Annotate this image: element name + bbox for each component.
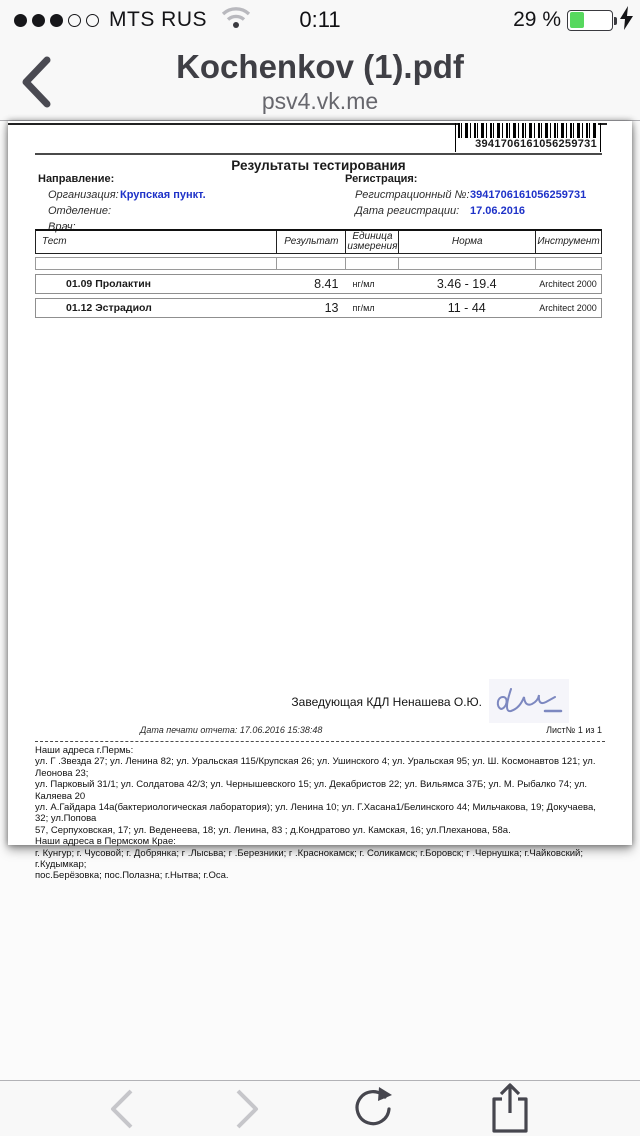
- organization-value: Крупская пункт.: [120, 189, 206, 201]
- table-empty-row: [35, 257, 602, 270]
- battery-icon: [567, 10, 613, 31]
- sheet-number: Лист№ 1 из 1: [546, 725, 602, 735]
- col-test: Тест: [42, 235, 67, 247]
- browser-toolbar: [0, 1080, 640, 1136]
- document-title: Kochenkov (1).pdf: [176, 48, 464, 85]
- address-line: Наши адреса в Пермском Крае:: [35, 836, 176, 848]
- test-result: 8.41: [314, 277, 339, 291]
- doctor-label: Врач:: [48, 221, 76, 233]
- table-header-row: [35, 229, 602, 254]
- reg-date-label: Дата регистрации:: [355, 205, 460, 217]
- organization-label: Организация:: [48, 189, 119, 201]
- reload-button[interactable]: [343, 1084, 403, 1134]
- pdf-page: [8, 121, 632, 882]
- test-unit: пг/мл: [352, 303, 375, 313]
- addresses-block: [35, 745, 607, 882]
- address-line: пос.Берёзовка; пос.Полазна; г.Нытва; г.Оса.: [35, 870, 229, 882]
- direction-label: Направление:: [38, 173, 115, 185]
- department-label: Отделение:: [48, 205, 112, 217]
- clock: 0:11: [299, 7, 341, 32]
- status-bar: [0, 0, 640, 40]
- back-button[interactable]: [14, 54, 58, 110]
- print-date: Дата печати отчета: 17.06.2016 15:38:48: [140, 725, 323, 735]
- table-row: [35, 298, 602, 318]
- address-line: 57, Серпуховская, 17; ул. Веденеева, 18; ул. Ленина, 83 ; д.Кондратово ул. Камская, 16; ул.Плеханова, 58а.: [35, 824, 511, 836]
- carrier-label: MTS RUS: [109, 8, 207, 31]
- test-name: 01.12 Эстрадиол: [66, 302, 152, 314]
- report-title: Результаты тестирования: [231, 158, 406, 173]
- test-instrument: Architect 2000: [539, 303, 597, 313]
- col-unit: Единица измерения: [347, 230, 398, 252]
- test-unit: нг/мл: [352, 279, 375, 289]
- test-norm: 11 - 44: [447, 301, 486, 315]
- charging-bolt-icon: [619, 6, 634, 35]
- results-table: [35, 229, 602, 318]
- barcode: [455, 123, 601, 152]
- nav-bar: [0, 40, 640, 121]
- col-result: Результат: [276, 231, 346, 253]
- test-norm: 3.46 - 19.4: [436, 277, 497, 291]
- test-name: 01.09 Пролактин: [66, 278, 152, 290]
- header-rule: [35, 153, 602, 155]
- signature-caption: Заведующая КДЛ Ненашева О.Ю.: [291, 695, 482, 709]
- address-line: Наши адреса г.Пермь:: [35, 745, 134, 756]
- document-source: psv4.vk.me: [261, 88, 379, 114]
- reg-no-value: 3941706161056259731: [470, 189, 587, 201]
- col-instrument: Инструмент: [535, 231, 601, 253]
- reg-date-value: 17.06.2016: [470, 205, 526, 217]
- addresses-divider: [35, 741, 605, 742]
- table-row: [35, 274, 602, 294]
- barcode-number: 3941706161056259731: [475, 138, 597, 150]
- address-line: ул. Парковый 31/1; ул. Солдатова 42/3; ул. Чернышевского 15; ул. Декабристов 22; ул. Вильямса 37Б; ул. М. Рыбалко 74; ул. Каляева 20: [35, 779, 588, 802]
- history-forward-button[interactable]: [217, 1084, 277, 1134]
- test-result: 13: [324, 301, 339, 315]
- pdf-viewer[interactable]: [0, 121, 640, 1080]
- battery-percent: 29 %: [513, 8, 561, 31]
- address-line: ул. А.Гайдара 14а(бактериологическая лаборатория); ул. Ленина 10; ул. Г.Хасана1/Белинского 44; Мильчакова, 19; Докучаева, 32; ул.Попова: [35, 802, 596, 825]
- barcode-bars-icon: [458, 123, 598, 138]
- registration-label: Регистрация:: [345, 173, 418, 185]
- address-line: ул. Г .Звезда 27; ул. Ленина 82; ул. Уральская 115/Крупская 26; ул. Ушинского 4; ул. Уральская 95; ул. Ш. Космонавтов 121; ул. Леонова 23;: [35, 756, 596, 779]
- test-instrument: Architect 2000: [539, 279, 597, 289]
- share-button[interactable]: [480, 1084, 540, 1134]
- address-line: г. Кунгур; г. Чусовой; г. Добрянка; г .Лысьва; г .Березники; г .Краснокамск; г. Соликамск; г.Боровск; г .Чернушка; г.Чайковский; г.Кудымкар;: [35, 847, 583, 871]
- signature-image: [489, 679, 569, 723]
- history-back-button[interactable]: [92, 1084, 152, 1134]
- col-norm: Норма: [398, 231, 535, 253]
- reg-no-label: Регистрационный №:: [355, 189, 470, 201]
